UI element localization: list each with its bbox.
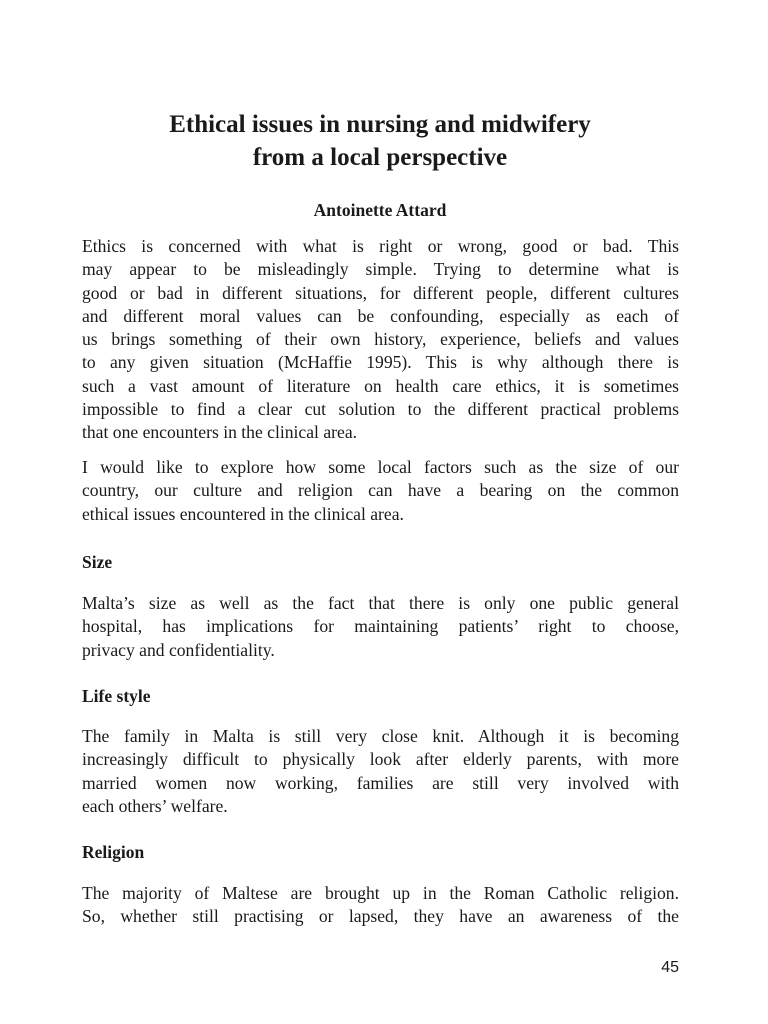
paragraph-line: each others’ welfare.	[82, 795, 228, 816]
section-heading-religion: Religion	[82, 842, 145, 862]
article-title-line-2: from a local perspective	[252, 144, 508, 171]
paragraph-line: to any given situation (McHaffie 1995). This is why although there is	[82, 352, 679, 373]
paragraph-explore	[82, 456, 679, 526]
paragraph-line: that one encounters in the clinical area.	[82, 422, 358, 443]
paragraph-intro	[82, 235, 679, 445]
article-title	[82, 108, 678, 174]
paragraph-line: Malta’s size as well as the fact that there is only one public general	[82, 593, 679, 613]
paragraph-line: country, our culture and religion can have a bearing on the common	[82, 480, 679, 501]
paragraph-line: hospital, has implications for maintaining patients’ right to choose,	[82, 616, 679, 637]
paragraph-religion	[82, 882, 679, 929]
paragraph-line: married women now working, families are still very involved with	[82, 772, 679, 793]
paragraph-line: The family in Malta is still very close knit. Although it is becoming	[82, 726, 679, 746]
paragraph-line: The majority of Maltese are brought up in the Roman Catholic religion.	[82, 883, 679, 903]
paragraph-line: I would like to explore how some local factors such as the size of our	[82, 457, 679, 477]
section-heading-size: Size	[82, 552, 113, 572]
paragraph-line: privacy and confidentiality.	[82, 639, 275, 660]
paragraph-line: such a vast amount of literature on health care ethics, it is sometimes	[82, 375, 679, 396]
paragraph-line: may appear to be misleadingly simple. Trying to determine what is	[82, 259, 679, 280]
paragraph-line: us brings something of their own history, experience, beliefs and values	[82, 329, 679, 350]
paragraph-line: ethical issues encountered in the clinical area.	[82, 503, 404, 524]
paragraph-line: Ethics is concerned with what is right or wrong, good or bad. This	[82, 236, 679, 256]
paragraph-line: impossible to find a clear cut solution to the different practical problems	[82, 399, 679, 420]
paragraph-life-style	[82, 725, 679, 818]
page-number: 45	[661, 959, 679, 976]
paragraph-line: So, whether still practising or lapsed, they have an awareness of the	[82, 906, 679, 927]
article-title-line-1: Ethical issues in nursing and midwifery	[169, 111, 591, 138]
section-heading-life-style: Life style	[82, 686, 151, 706]
paragraph-line: good or bad in different situations, for different people, different cultures	[82, 282, 679, 303]
paragraph-line: and different moral values can be confounding, especially as each of	[82, 305, 679, 326]
author-name: Antoinette Attard	[313, 200, 447, 220]
paragraph-line: increasingly difficult to physically look after elderly parents, with more	[82, 749, 679, 770]
paragraph-size	[82, 592, 679, 662]
